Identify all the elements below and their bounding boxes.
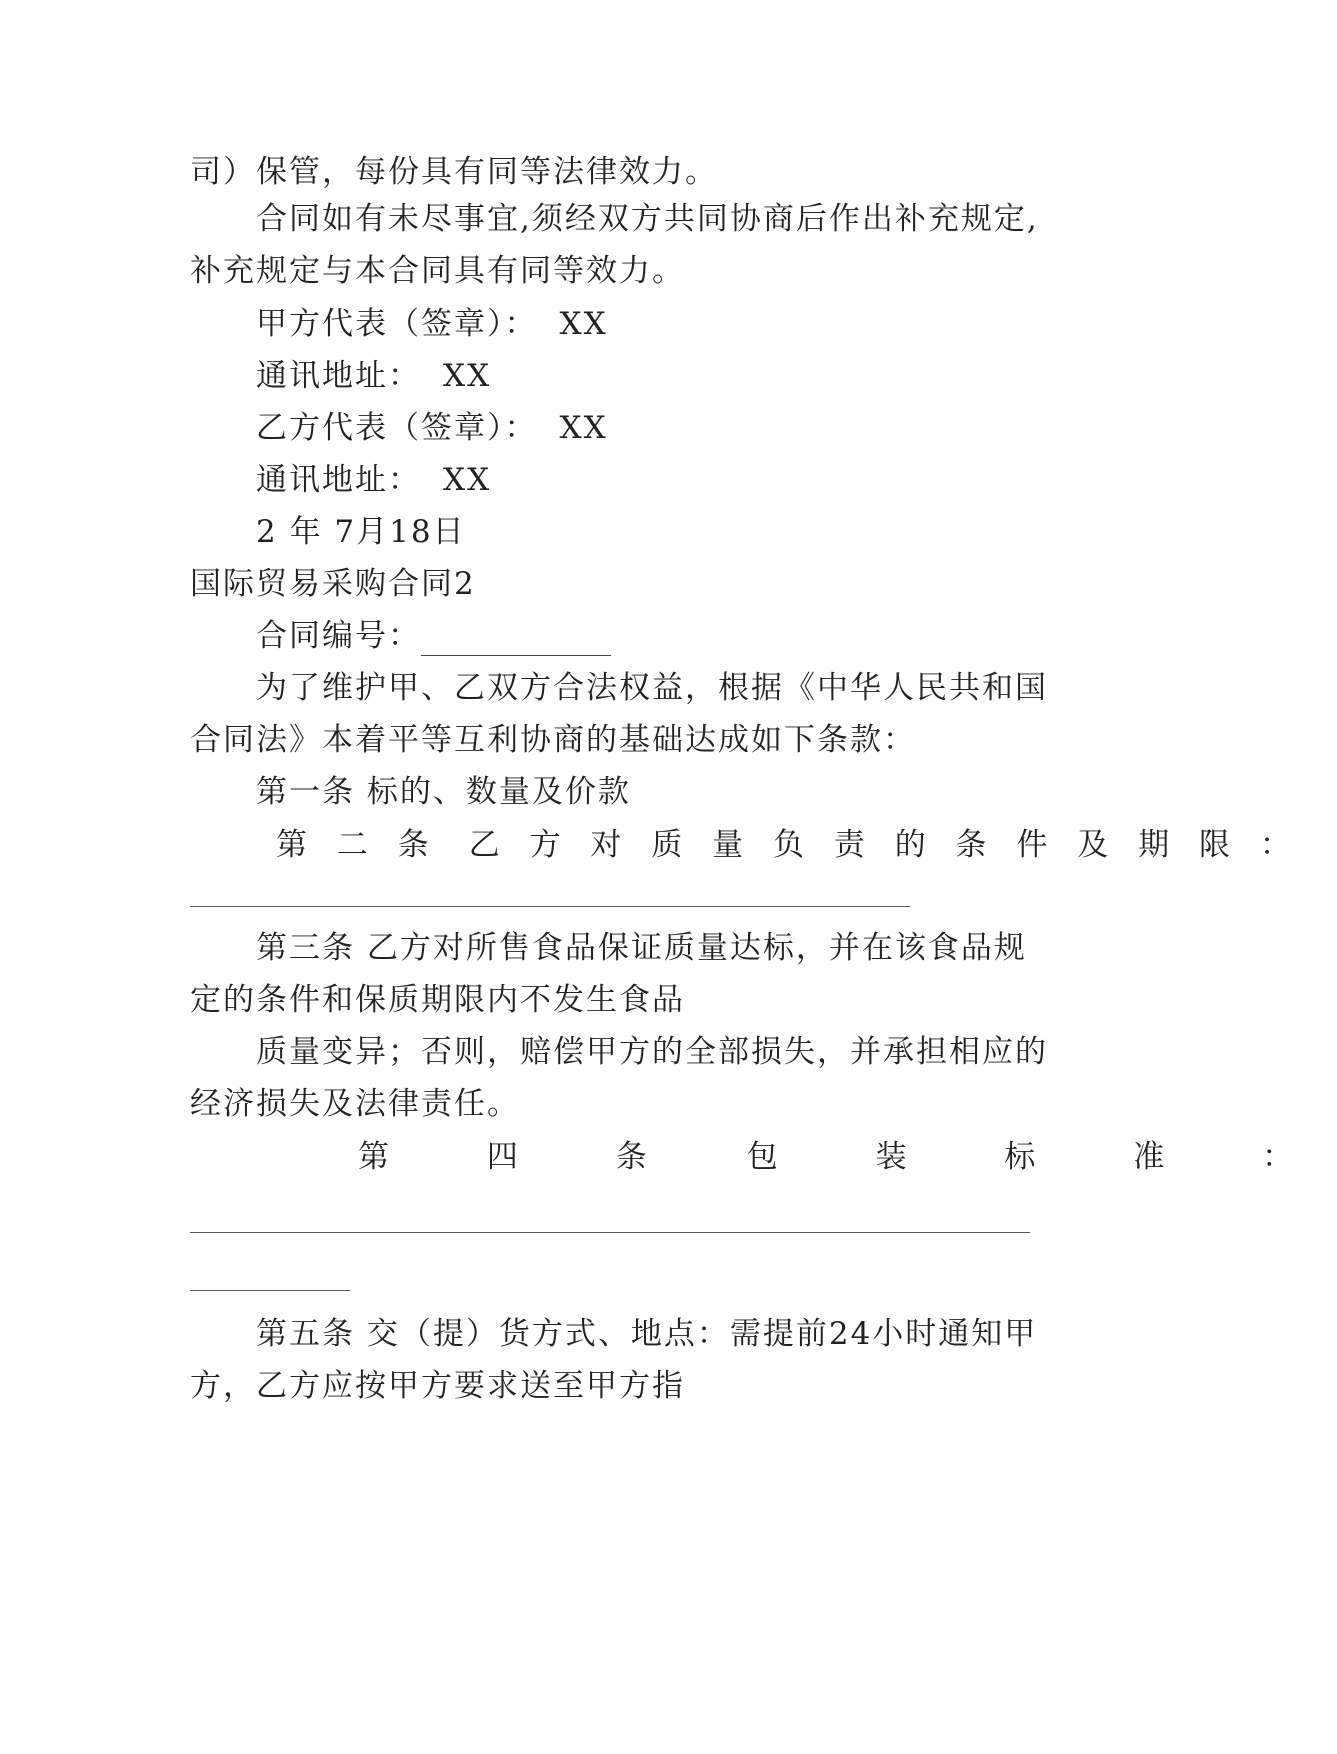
party-b-rep-label: 乙方代表（签章）： xyxy=(256,410,538,446)
party-b-rep xyxy=(256,408,1060,448)
party-a-rep-value: XX xyxy=(559,306,608,342)
article-4-blank-line-2 xyxy=(190,1290,350,1291)
party-b-address xyxy=(256,460,1060,500)
article-3-line-2: 定的条件和保质期限内不发生食品 xyxy=(190,982,685,1018)
article-4-blank-line-1 xyxy=(190,1232,1030,1233)
party-a-rep-label: 甲方代表（签章）： xyxy=(256,306,538,342)
line-supplement-1: 合同如有未尽事宜,须经双方共同协商后作出补充规定, xyxy=(256,201,1039,237)
contract-number-blank xyxy=(421,627,611,656)
article-2-heading xyxy=(276,825,1301,865)
article-3-line-4: 经济损失及法律责任。 xyxy=(190,1086,520,1122)
article-2-blank-line xyxy=(190,906,910,907)
party-b-address-label: 通讯地址： xyxy=(256,462,421,498)
article-1: 第一条 标的、数量及价款 xyxy=(256,774,631,810)
party-a-address xyxy=(256,356,1060,396)
intro-line-1: 为了维护甲、乙双方合法权益，根据《中华人民共和国 xyxy=(256,670,1048,706)
article-3-line-3: 质量变异；否则，赔偿甲方的全部损失，并承担相应的 xyxy=(256,1034,1048,1070)
article-4-title: 包 装 标 准 ： xyxy=(746,1139,1337,1175)
contract-title: 国际贸易采购合同2 xyxy=(190,566,476,602)
line-custody: 司）保管，每份具有同等法律效力。 xyxy=(190,154,718,190)
intro-line-2: 合同法》本着平等互利协商的基础达成如下条款： xyxy=(190,722,916,758)
contract-number-label: 合同编号： xyxy=(256,618,421,654)
article-4-number: 第 四 条 xyxy=(358,1139,691,1175)
signing-date: 2 年 7月18日 xyxy=(256,514,466,550)
party-b-address-value: XX xyxy=(443,462,492,498)
article-2-number: 第 二 条 xyxy=(276,827,439,863)
article-2-title: 乙 方 对 质 量 负 责 的 条 件 及 期 限 ： xyxy=(468,827,1301,863)
line-supplement-2: 补充规定与本合同具有同等效力。 xyxy=(190,253,685,289)
article-5-line-2: 方，乙方应按甲方要求送至甲方指 xyxy=(190,1368,685,1404)
party-b-rep-value: XX xyxy=(559,410,608,446)
article-4-heading xyxy=(358,1137,1337,1177)
article-3-line-1: 第三条 乙方对所售食品保证质量达标，并在该食品规 xyxy=(256,930,1027,966)
article-5-line-1: 第五条 交（提）货方式、地点：需提前24小时通知甲 xyxy=(256,1316,1038,1352)
contract-number xyxy=(256,616,1060,656)
party-a-address-value: XX xyxy=(443,358,492,394)
party-a-rep xyxy=(256,304,1060,344)
party-a-address-label: 通讯地址： xyxy=(256,358,421,394)
